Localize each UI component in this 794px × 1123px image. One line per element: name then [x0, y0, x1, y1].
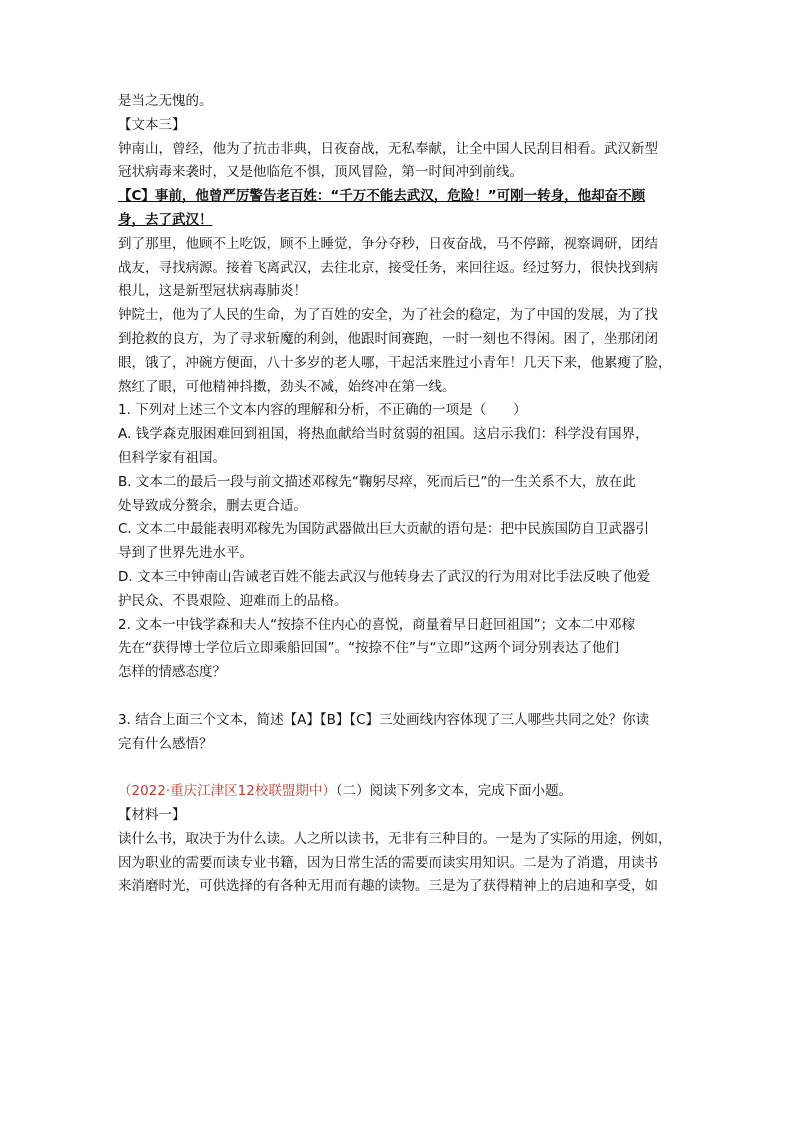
section-heading-material-one: 【材料一】	[118, 806, 186, 823]
source-line	[118, 780, 678, 804]
text-line: 眼，饿了，冲碗方便面，八十多岁的老人哪，干起活来胜过小青年！几天下来，他累瘦了脸，	[118, 354, 672, 371]
text-line: 战友，寻找病源。接着飞离武汉，去往北京，接受任务，来回往返。经过努力，很快找到病	[118, 259, 658, 276]
option-a: 但科学家有祖国。	[118, 449, 226, 466]
option-a: A. 钱学森克服困难回到祖国，将热血献给当时贫弱的祖国。这启示我们：科学没有国界，	[118, 426, 649, 443]
text-line: 冠状病毒来袭时，又是他临危不惧，顶风冒险，第一时间冲到前线。	[118, 164, 523, 181]
section-intro: （二）阅读下列多文本，完成下面小题。	[335, 783, 573, 800]
text-line: 读什么书，取决于为什么读。人之所以读书，无非有三种目的。一是为了实际的用途，例如，	[118, 830, 672, 847]
text-line: 钟南山，曾经，他为了抗击非典，日夜奋战，无私奉献，让全中国人民刮目相看。武汉新型	[118, 140, 658, 157]
underlined-passage-c: 【C】事前，他曾严厉警告老百姓：“千万不能去武汉，危险！”可刚一转身，他却奋不顾	[118, 188, 646, 205]
question-3: 3. 结合上面三个文本，简述【A】【B】【C】三处画线内容体现了三人哪些共同之处？你读	[118, 711, 650, 728]
blank-answer-space	[118, 756, 678, 780]
option-c: C. 文本二中最能表明邓稼先为国防武器做出巨大贡献的语句是：把中民族国防自卫武器引	[118, 521, 650, 538]
question-3: 完有什么感悟？	[118, 735, 213, 752]
option-b: B. 文本二的最后一段与前文描述邓稼先“鞠躬尽瘁，死而后已”的一生关系不大，放在此	[118, 473, 636, 490]
section-heading-text-three: 【文本三】	[118, 116, 186, 133]
question-2: 怎样的情感态度？	[118, 664, 226, 681]
text-line: 熬红了眼，可他精神抖擞，劲头不减，始终冲在第一线。	[118, 378, 456, 395]
question-2: 先在“获得博士学位后立即乘船回国”。“按捺不住”与“立即”这两个词分别表达了他们	[118, 640, 619, 657]
document-body	[118, 90, 678, 899]
text-line: 钟院士，他为了人民的生命，为了百姓的安全，为了社会的稳定，为了中国的发展，为了找	[118, 307, 658, 324]
text-line: 到了那里，他顾不上吃饭，顾不上睡觉，争分夺秒，日夜奋战，马不停蹄，视察调研，团结	[118, 235, 658, 252]
question-1: 1. 下列对上述三个文本内容的理解和分析，不正确的一项是（ ）	[118, 402, 527, 419]
blank-answer-space	[118, 685, 678, 709]
option-c: 导到了世界先进水平。	[118, 545, 253, 562]
option-b: 处导致成分赘余，删去更合适。	[118, 497, 307, 514]
text-line: 到抢救的良方，为了寻求斩魔的利剑，他跟时间赛跑，一时一刻也不得闲。困了，坐那闭闭	[118, 330, 658, 347]
text-line: 因为职业的需要而读专业书籍，因为日常生活的需要而读实用知识。二是为了消遣，用读书	[118, 854, 658, 871]
option-d: D. 文本三中钟南山告诫老百姓不能去武汉与他转身去了武汉的行为用对比手法反映了他爱	[118, 568, 650, 585]
source-tag: （2022·重庆江津区12校联盟期中）	[118, 783, 336, 800]
text-line: 根儿，这是新型冠状病毒肺炎！	[118, 283, 307, 300]
question-2: 2. 文本一中钱学森和夫人“按捺不住内心的喜悦，商量着早日赶回祖国”；文本二中邓稼	[118, 616, 636, 633]
option-d: 护民众、不畏艰险、迎难而上的品格。	[118, 592, 348, 609]
text-line: 是当之无愧的。	[118, 93, 213, 109]
text-line: 来消磨时光，可供选择的有各种无用而有趣的读物。三是为了获得精神上的启迪和享受，如	[118, 878, 658, 895]
underlined-passage-c: 身，去了武汉！	[118, 211, 213, 228]
